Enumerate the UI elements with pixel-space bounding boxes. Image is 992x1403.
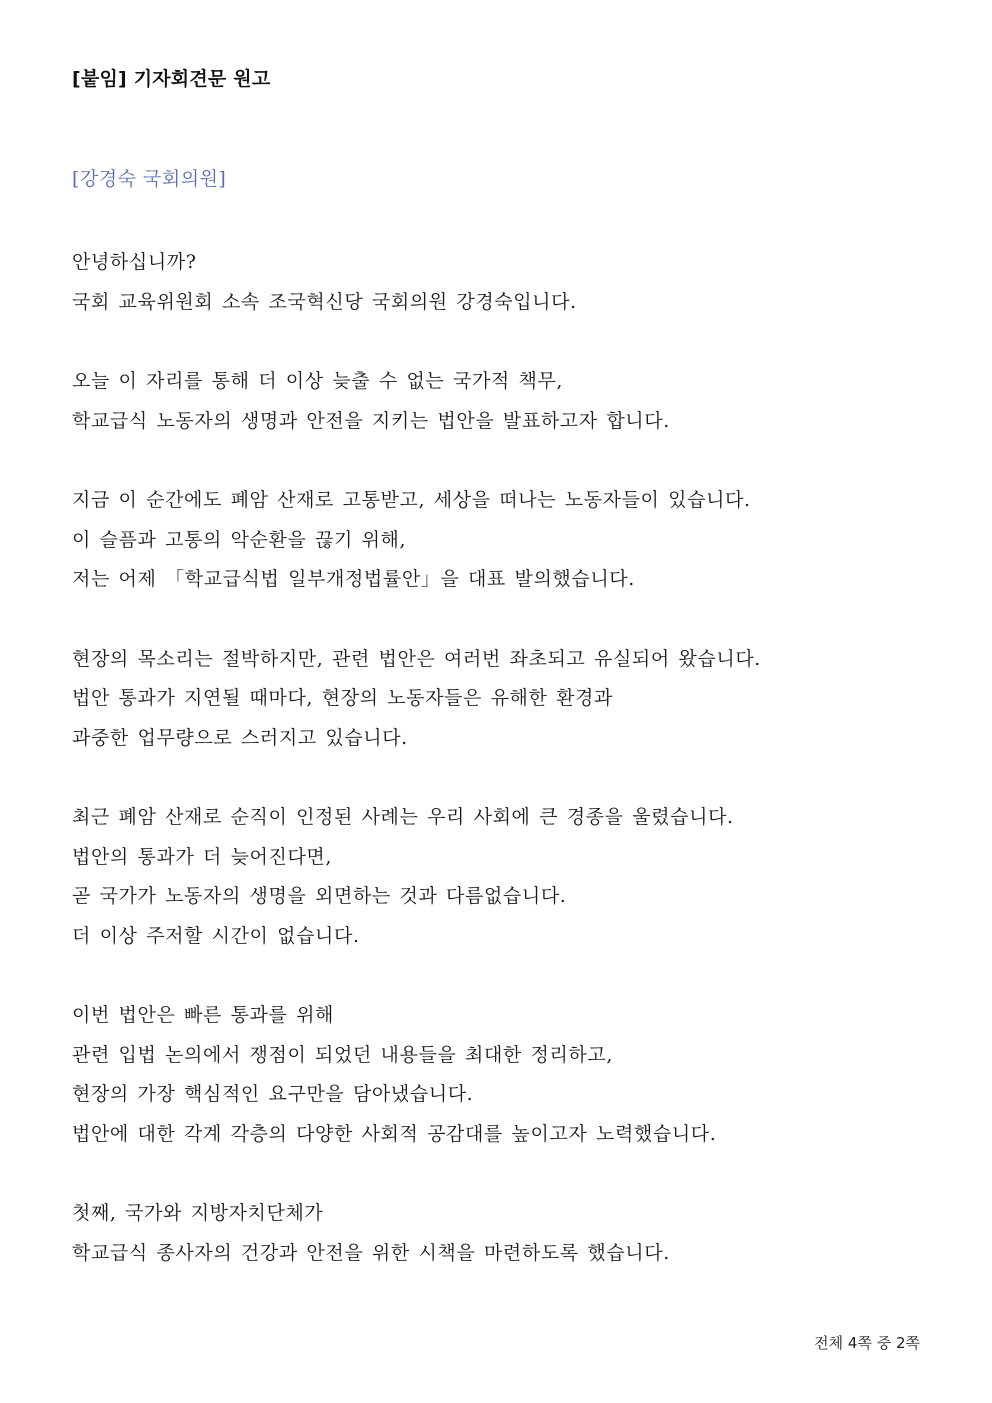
text-line: 이 슬픔과 고통의 악순환을 끊기 위해, <box>72 528 407 551</box>
text-line: 현장의 가장 핵심적인 요구만을 담아냈습니다. <box>72 1083 474 1105</box>
text-line: 학교급식 종사자의 건강과 안전을 위한 시책을 마련하도록 했습니다. <box>72 1241 670 1264</box>
page-indicator: 전체 4쪽 중 2쪽 <box>814 1334 920 1352</box>
text-line: 곧 국가가 노동자의 생명을 외면하는 것과 다름없습니다. <box>72 885 567 907</box>
paragraph-bill-approach <box>72 996 932 1154</box>
text-line: 과중한 업무량으로 스러지고 있습니다. <box>72 726 408 749</box>
text-line: 이번 법안은 빠른 통과를 위해 <box>72 1004 335 1026</box>
paragraph-background <box>72 640 932 759</box>
text-line: 오늘 이 자리를 통해 더 이상 늦출 수 없는 국가적 책무, <box>72 370 564 392</box>
text-line: 법안에 대한 각계 각층의 다양한 사회적 공감대를 높이고자 노력했습니다. <box>72 1122 717 1145</box>
document-header-title: [붙임] 기자회견문 원고 <box>72 68 271 90</box>
text-line: 국회 교육위원회 소속 조국혁신당 국회의원 강경숙입니다. <box>72 290 577 313</box>
text-line: 법안 통과가 지연될 때마다, 현장의 노동자들은 유해한 환경과 <box>72 687 613 709</box>
text-line: 안녕하십니까? <box>72 251 197 273</box>
paragraph-bill-introduction <box>72 481 932 600</box>
text-line: 최근 폐암 산재로 순직이 인정된 사례는 우리 사회에 큰 경종을 울렸습니다. <box>72 806 734 828</box>
text-line: 현장의 목소리는 절박하지만, 관련 법안은 여러번 좌초되고 유실되어 왔습니다. <box>72 647 761 670</box>
speech-body <box>72 243 932 1313</box>
text-line: 학교급식 노동자의 생명과 안전을 지키는 법안을 발표하고자 합니다. <box>72 409 670 432</box>
text-line: 관련 입법 논의에서 쟁점이 되었던 내용들을 최대한 정리하고, <box>72 1043 613 1066</box>
paragraph-urgency <box>72 798 932 956</box>
speaker-label: [강경숙 국회의원] <box>72 168 227 190</box>
paragraph-first-provision <box>72 1194 932 1273</box>
text-line: 첫째, 국가와 지방자치단체가 <box>72 1202 324 1224</box>
paragraph-greeting <box>72 243 932 322</box>
text-line: 더 이상 주저할 시간이 없습니다. <box>72 924 360 947</box>
text-line: 저는 어제 「학교급식법 일부개정법률안」을 대표 발의했습니다. <box>72 568 635 590</box>
paragraph-purpose <box>72 362 932 441</box>
text-line: 지금 이 순간에도 폐암 산재로 고통받고, 세상을 떠나는 노동자들이 있습니다. <box>72 489 751 511</box>
text-line: 법안의 통과가 더 늦어진다면, <box>72 845 333 868</box>
